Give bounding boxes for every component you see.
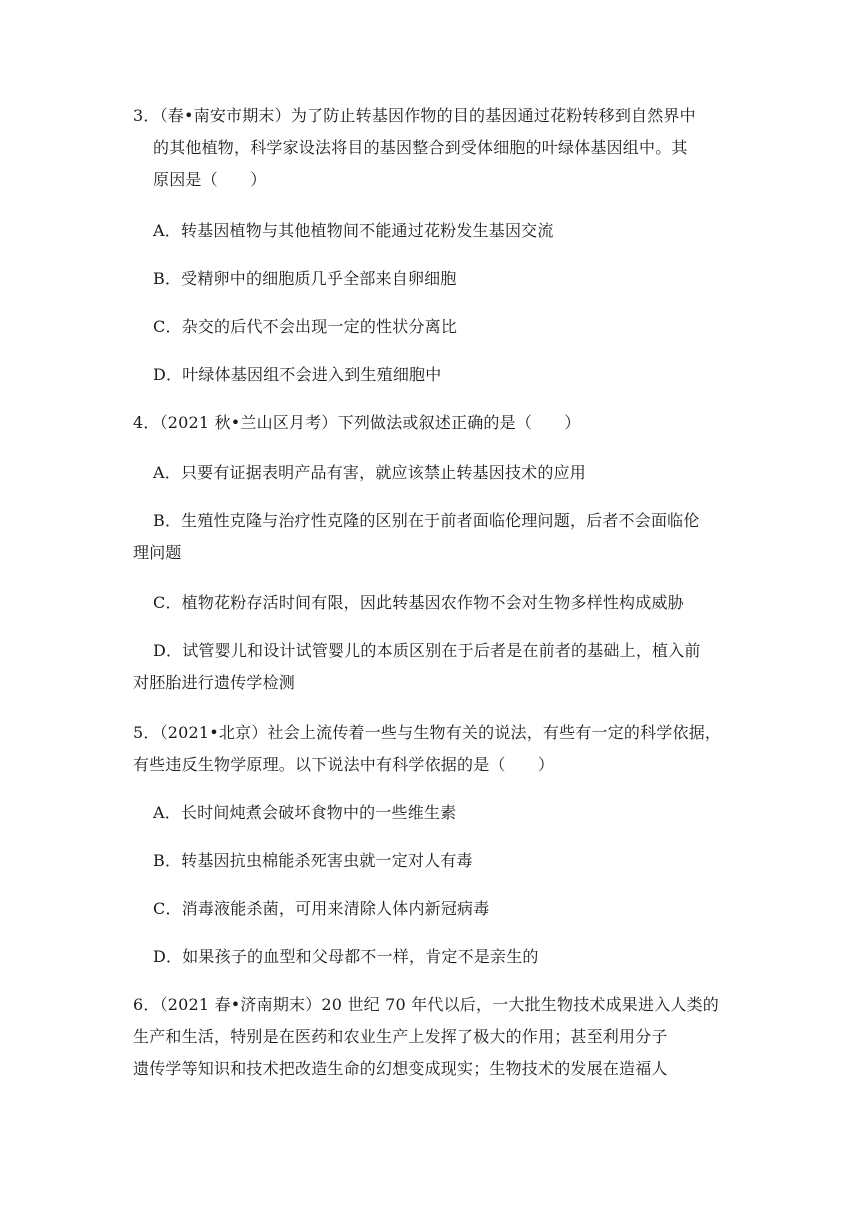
question-4-option-c: C．植物花粉存活时间有限，因此转基因农作物不会对生物多样性构成威胁 — [153, 593, 684, 612]
question-5-stem-line-1: 5．（2021•北京）社会上流传着一些与生物有关的说法，有些有一定的科学依据， — [133, 723, 722, 742]
question-5-option-a: A．长时间炖煮会破坏食物中的一些维生素 — [153, 803, 457, 822]
question-5-option-d: D．如果孩子的血型和父母都不一样，肯定不是亲生的 — [153, 947, 539, 966]
question-3-option-c: C．杂交的后代不会出现一定的性状分离比 — [153, 317, 458, 336]
question-4-option-a: A．只要有证据表明产品有害，就应该禁止转基因技术的应用 — [153, 463, 586, 482]
question-6-stem-line-1: 6．（2021 春•济南期末）20 世纪 70 年代以后，一大批生物技术成果进入人类的 — [133, 995, 719, 1014]
question-5-stem-line-2: 有些违反生物学原理。以下说法中有科学依据的是（ ） — [133, 755, 555, 774]
question-3-option-a: A．转基因植物与其他植物间不能通过花粉发生基因交流 — [153, 221, 554, 240]
question-4-stem-line-1: 4．（2021 秋•兰山区月考）下列做法或叙述正确的是（ ） — [133, 413, 581, 432]
question-4-option-d-line-1: D．试管婴儿和设计试管婴儿的本质区别在于后者是在前者的基础上，植入前 — [153, 641, 701, 660]
question-3-option-b: B．受精卵中的细胞质几乎全部来自卵细胞 — [153, 269, 457, 288]
question-4-option-d-line-2: 对胚胎进行遗传学检测 — [133, 673, 296, 692]
question-3-stem-line-1: 3．（春•南安市期末）为了防止转基因作物的目的基因通过花粉转移到自然界中 — [133, 106, 696, 125]
question-5-option-b: B．转基因抗虫棉能杀死害虫就一定对人有毒 — [153, 851, 473, 870]
question-3-stem-line-3: 原因是（ ） — [153, 170, 267, 189]
question-3-option-d: D．叶绿体基因组不会进入到生殖细胞中 — [153, 365, 442, 384]
question-4-option-b-line-1: B．生殖性克隆与治疗性克隆的区别在于前者面临伦理问题，后者不会面临伦 — [153, 511, 700, 530]
question-4-option-b-line-2: 理问题 — [133, 543, 182, 562]
question-6-stem-line-2: 生产和生活，特别是在医药和农业生产上发挥了极大的作用；甚至利用分子 — [133, 1027, 668, 1046]
question-5-option-c: C．消毒液能杀菌，可用来清除人体内新冠病毒 — [153, 899, 490, 918]
question-6-stem-line-3: 遗传学等知识和技术把改造生命的幻想变成现实；生物技术的发展在造福人 — [133, 1059, 668, 1078]
question-3-stem-line-2: 的其他植物，科学家设法将目的基因整合到受体细胞的叶绿体基因组中。其 — [153, 138, 688, 157]
